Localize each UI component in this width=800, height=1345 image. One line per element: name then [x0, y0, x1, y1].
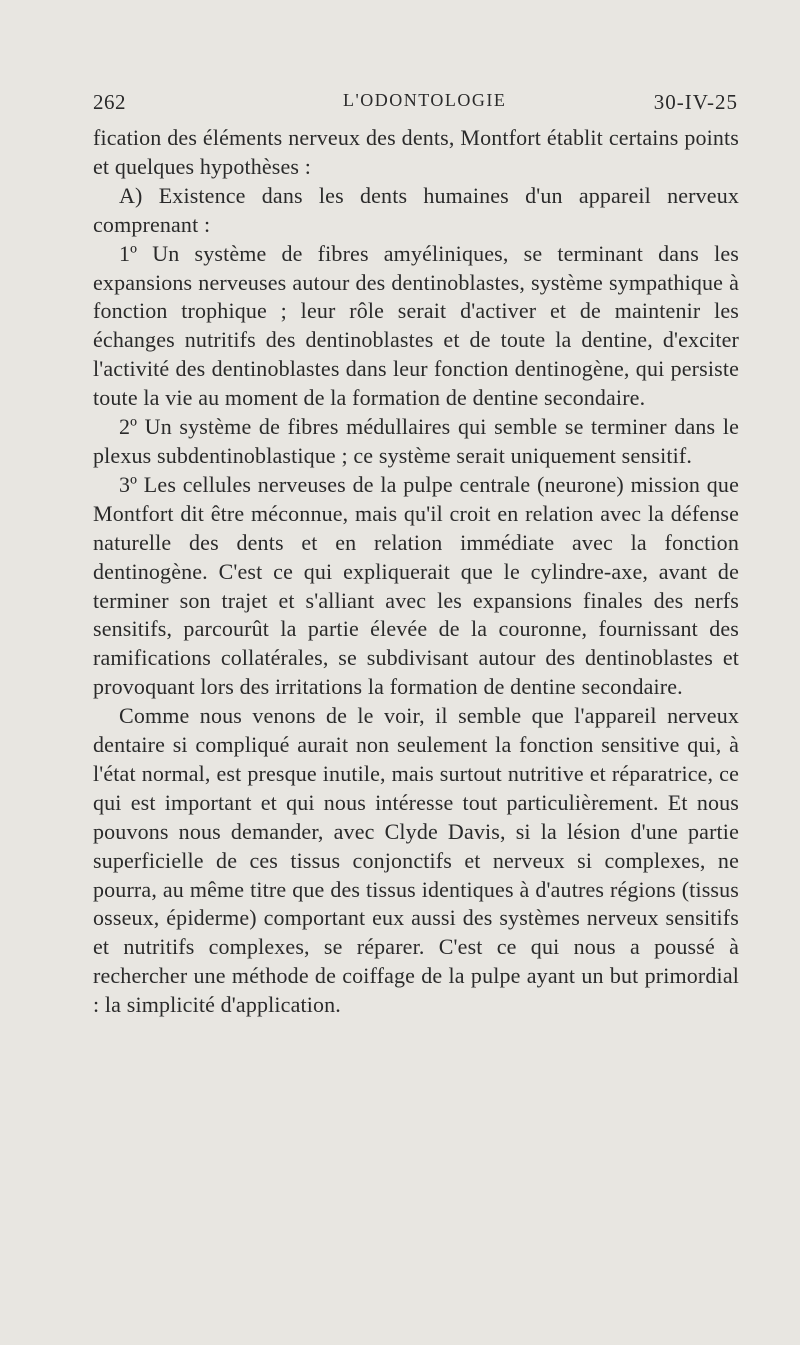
paragraph-existence: A) Existence dans les dents humaines d'un appareil nerveux comprenant :: [93, 182, 739, 237]
journal-title: L'ODONTOLOGIE: [343, 90, 507, 110]
running-header: [93, 90, 738, 120]
paragraph-continuation: fication des éléments nerveux des dents, Montfort établit certains points et quelques hypothèses :: [93, 125, 739, 179]
body-text: [93, 124, 739, 1020]
paragraph-point-3: 3º Les cellules nerveuses de la pulpe centrale (neurone) mission que Montfort dit être méconnue, mais qu'il croit en relation avec la défense naturelle des dents et en relation immédiate avec la fonction dentinogène. C'est ce qui expliquerait que le cylindre-axe, avant de terminer son trajet et s'alliant avec les expansions finales des nerfs sensitifs, parcourût la partie élevée de la couronne, fournissant des ramifications collatérales, se subdivisant autour des dentinoblastes et provoquant lors des irritations la formation de dentine secondaire.: [93, 471, 739, 700]
paragraph-point-2: 2º Un système de fibres médullaires qui semble se terminer dans le plexus subdentinoblastique ; ce système serait uniquement sensitif.: [93, 414, 739, 468]
page-number: 262: [93, 90, 126, 114]
paragraph-point-1: 1º Un système de fibres amyéliniques, se terminant dans les expansions nerveuses autour des dentinoblastes, système sympathique à fonction trophique ; leur rôle serait d'activer et de maintenir les échanges nutritifs des dentinoblastes et de toute la dentine, d'exciter l'activité des dentinoblastes dans leur fonction dentinogène, qui persiste toute la vie au moment de la formation de dentine secondaire.: [93, 240, 739, 411]
paragraph-conclusion: Comme nous venons de le voir, il semble que l'appareil nerveux dentaire si compliqué aurait non seulement la fonction sensitive qui, à l'état normal, est presque inutile, mais surtout nutritive et réparatrice, ce qui est important et qui nous intéresse tout particulièrement. Et nous pouvons nous demander, avec Clyde Davis, si la lésion d'une partie superficielle de ces tissus conjonctifs et nerveux si complexes, ne pourra, au même titre que des tissus identiques à d'autres régions (tissus osseux, épiderme) comportant eux aussi des systèmes nerveux sensitifs et nutritifs complexes, se réparer. C'est ce qui nous a poussé à rechercher une méthode de coiffage de la pulpe ayant un but primordial : la simplicité d'application.: [93, 703, 739, 1018]
issue-date: 30-IV-25: [653, 90, 738, 114]
